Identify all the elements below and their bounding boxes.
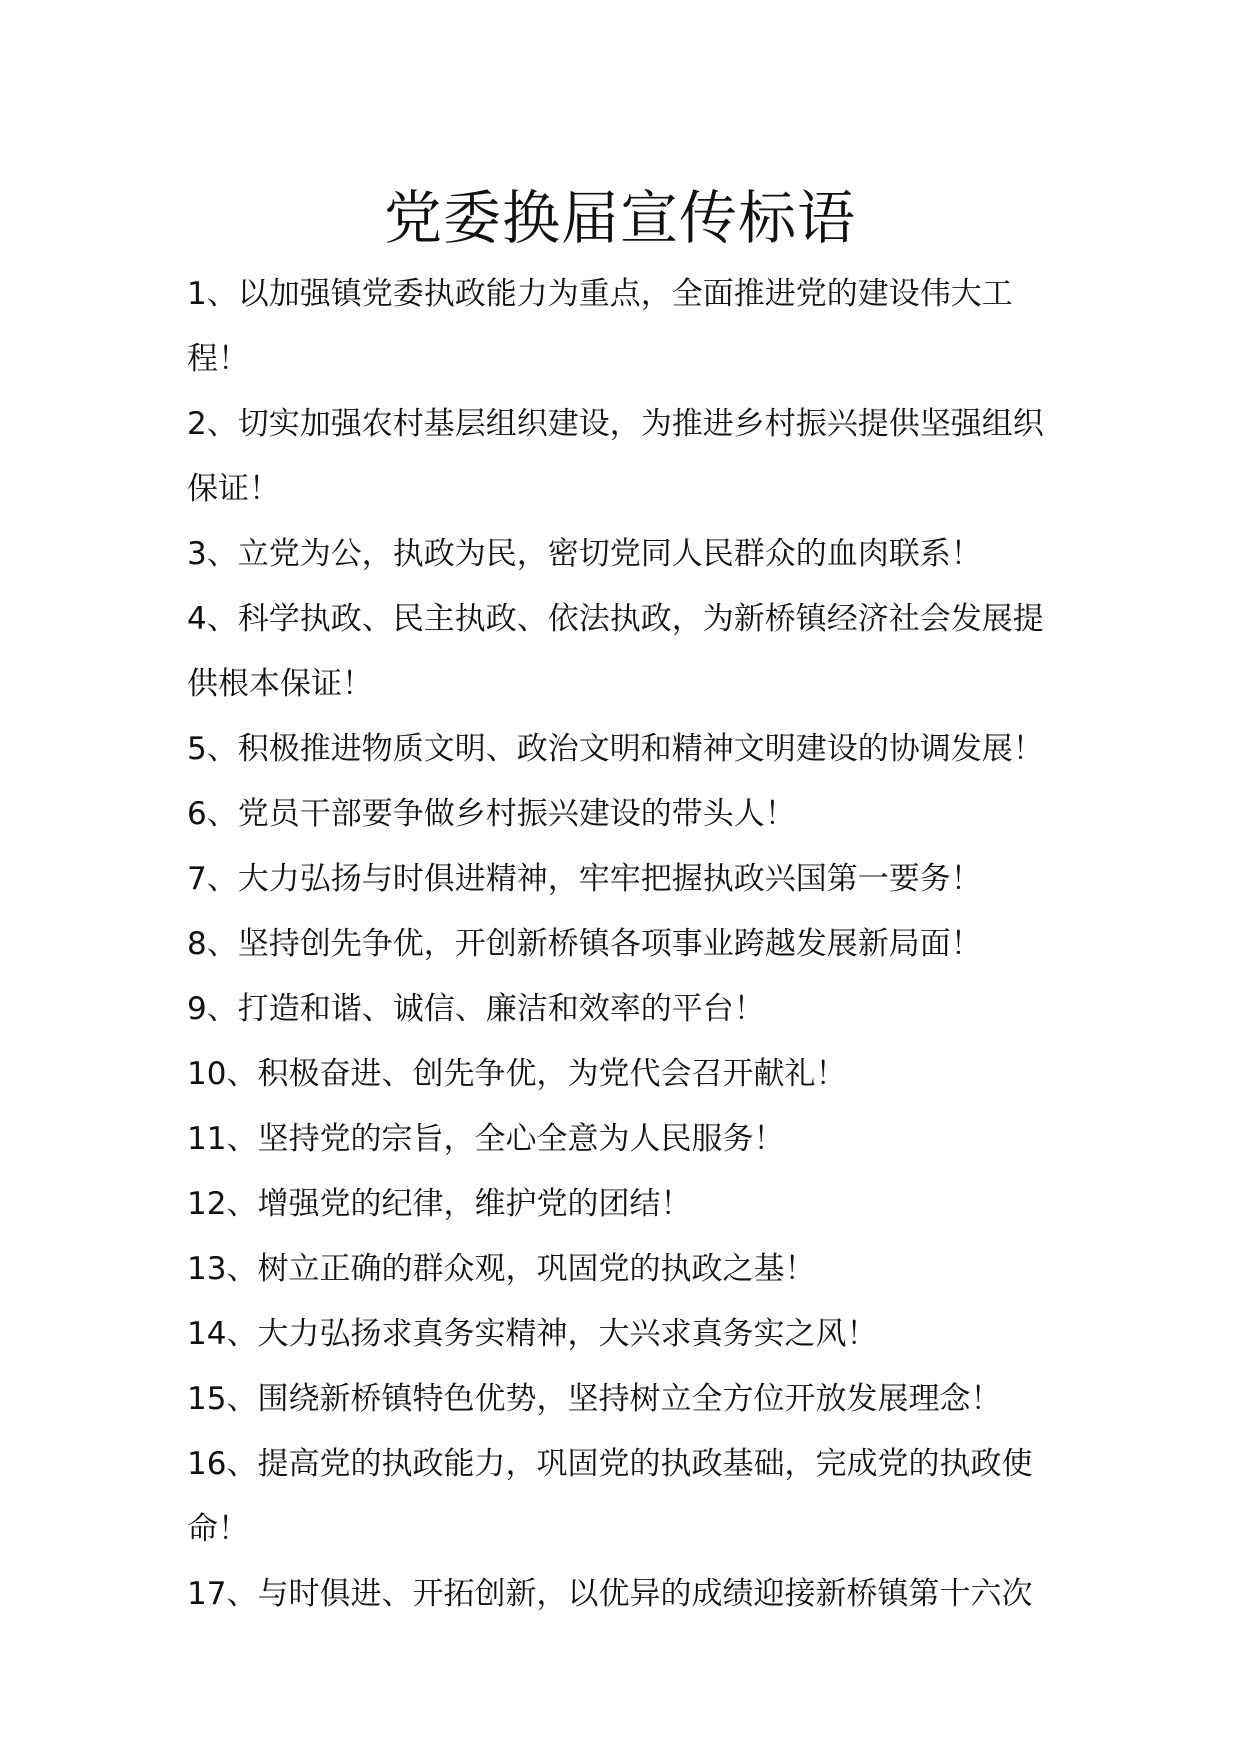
page-title: 党委换届宣传标语 — [383, 184, 856, 252]
slogan-item: 16、提高党的执政能力，巩固党的执政基础，完成党的执政使命！ — [187, 1446, 1033, 1547]
slogan-item: 7、大力弘扬与时俱进精神，牢牢把握执政兴国第一要务！ — [187, 861, 982, 897]
slogan-item: 14、大力弘扬求真务实精神，大兴求真务实之风！ — [187, 1316, 878, 1352]
slogan-item: 12、增强党的纪律，维护党的团结！ — [187, 1186, 692, 1222]
slogan-item: 6、党员干部要争做乡村振兴建设的带头人！ — [187, 796, 796, 832]
slogan-item: 2、切实加强农村基层组织建设，为推进乡村振兴提供坚强组织保证！ — [187, 406, 1044, 507]
slogan-item: 11、坚持党的宗旨，全心全意为人民服务！ — [187, 1121, 785, 1157]
slogan-item: 17、与时俱进、开拓创新，以优异的成绩迎接新桥镇第十六次 — [187, 1576, 1033, 1612]
slogan-item: 9、打造和谐、诚信、廉洁和效率的平台！ — [187, 991, 765, 1027]
slogan-item: 4、科学执政、民主执政、依法执政，为新桥镇经济社会发展提供根本保证！ — [187, 601, 1044, 702]
slogan-item: 5、积极推进物质文明、政治文明和精神文明建设的协调发展！ — [187, 731, 1044, 767]
slogan-item: 8、坚持创先争优，开创新桥镇各项事业跨越发展新局面！ — [187, 926, 982, 962]
slogan-item: 15、围绕新桥镇特色优势，坚持树立全方位开放发展理念！ — [187, 1381, 1002, 1417]
slogan-item: 10、积极奋进、创先争优，为党代会召开献礼！ — [187, 1056, 847, 1092]
slogan-item: 3、立党为公，执政为民，密切党同人民群众的血肉联系！ — [187, 536, 982, 572]
slogan-item: 1、以加强镇党委执政能力为重点，全面推进党的建设伟大工程！ — [187, 276, 1013, 377]
slogan-item: 13、树立正确的群众观，巩固党的执政之基！ — [187, 1251, 816, 1287]
slogan-list — [187, 262, 1067, 1627]
